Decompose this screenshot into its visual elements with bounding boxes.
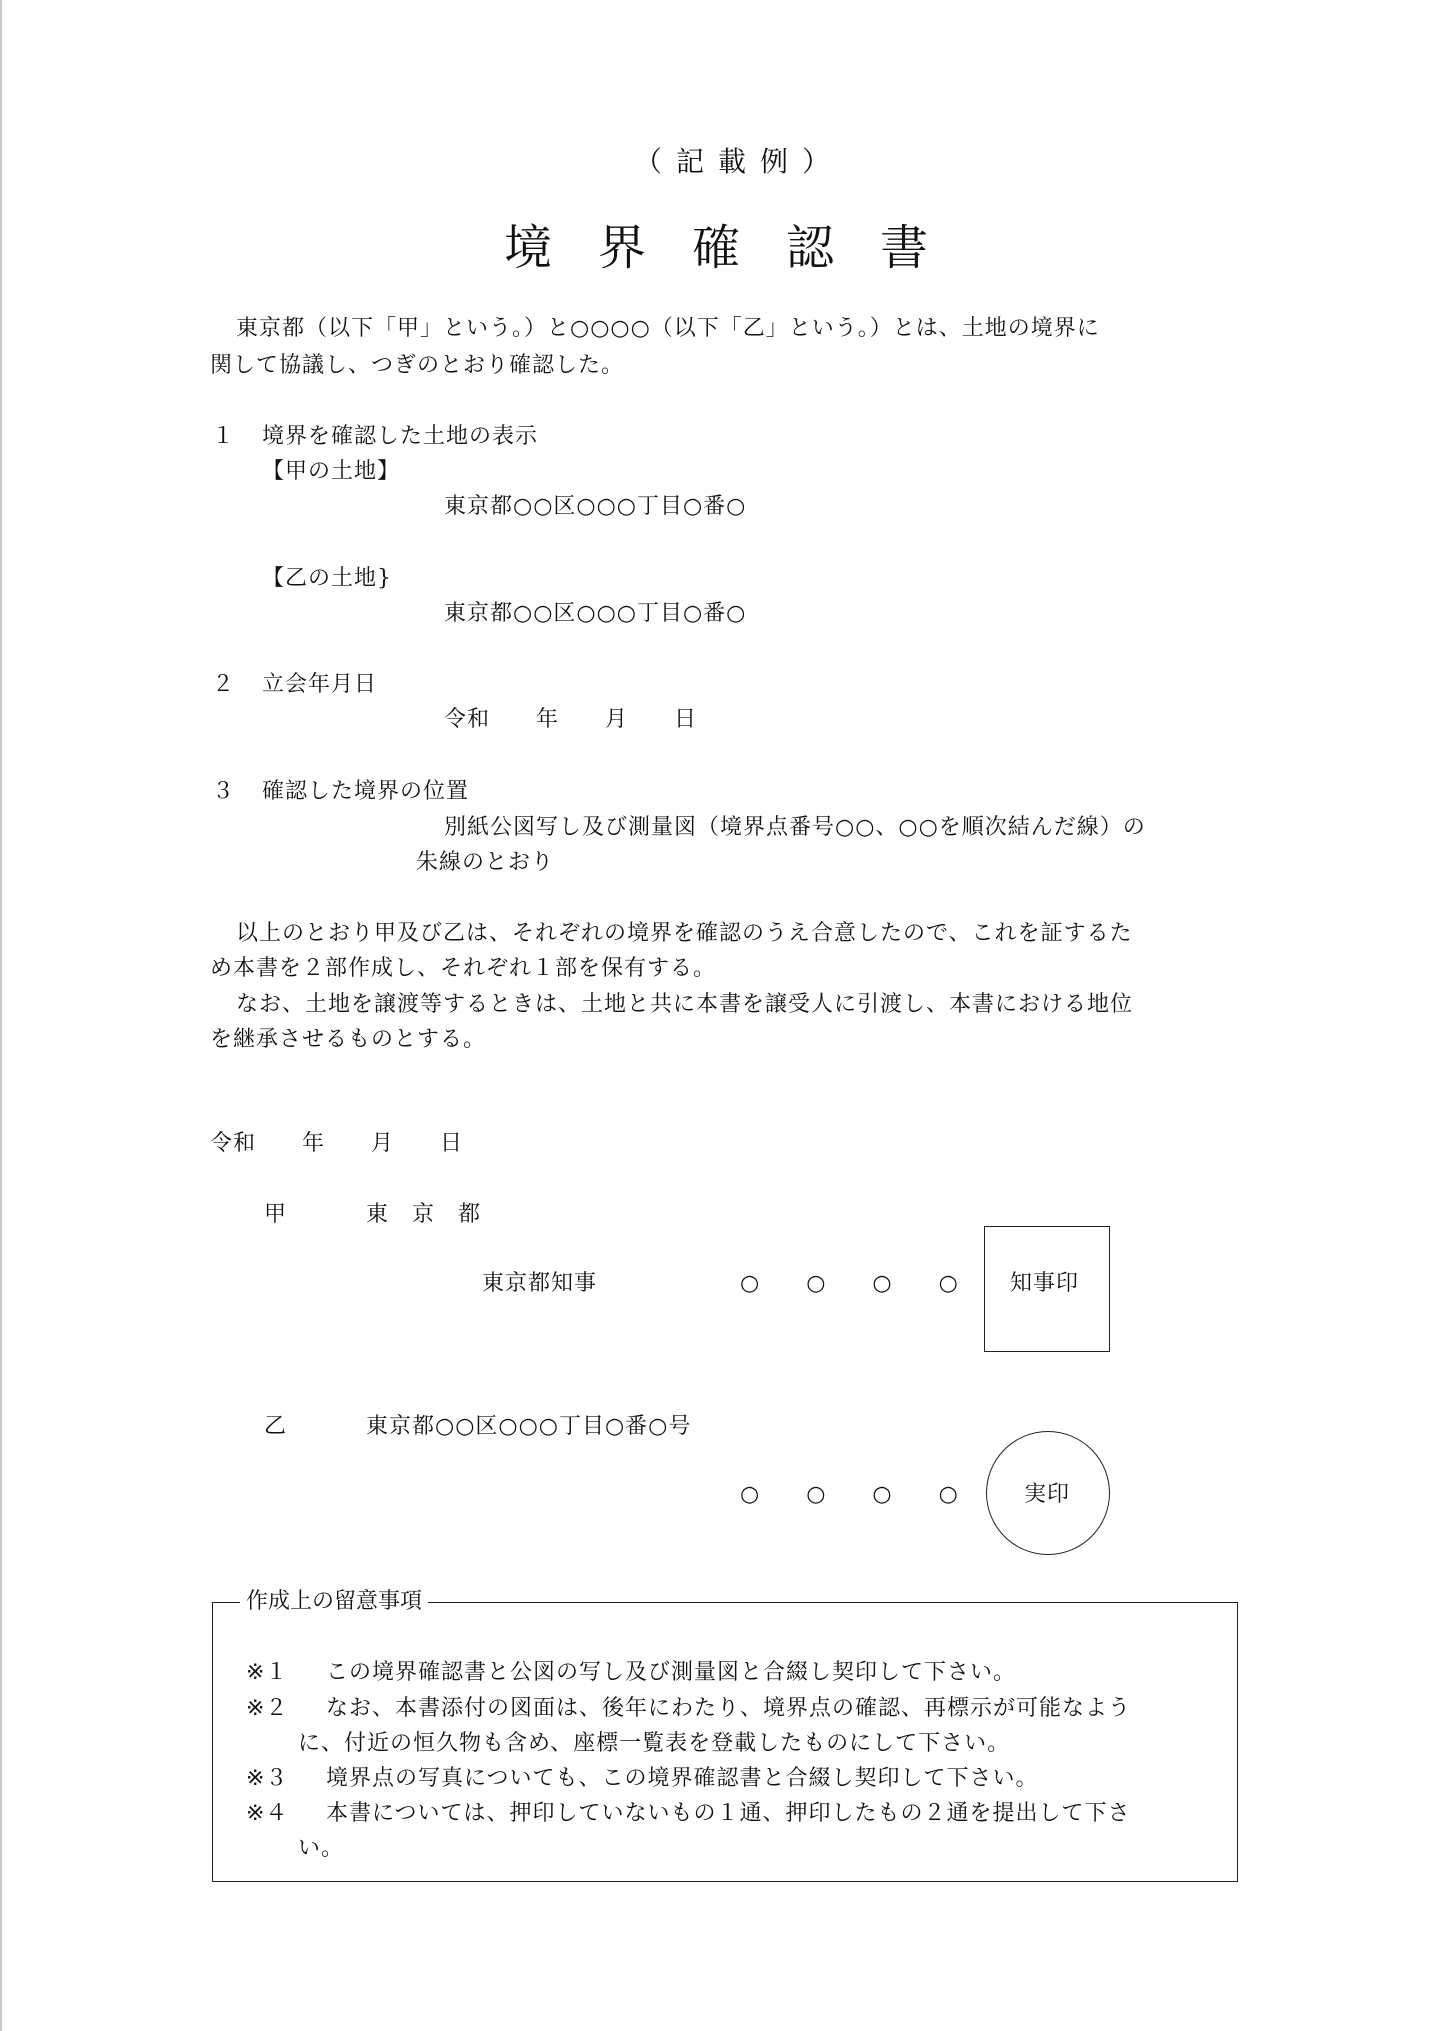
note-4-text-line-1: 本書については、押印していないもの１通、押印したもの２通を提出して下さ: [326, 1801, 1131, 1826]
note-4-text-line-2: い。: [298, 1836, 345, 1861]
boundary-position-line-1: 別紙公図写し及び測量図（境界点番号○○、○○を順次結んだ線）の: [444, 815, 1146, 840]
closing-line-4: を継承させるものとする。: [210, 1027, 487, 1052]
closing-line-3: なお、土地を譲渡等するときは、土地と共に本書を譲受人に引渡し、本書における地位: [236, 992, 1134, 1017]
party-b-mark: 乙: [264, 1414, 288, 1439]
note-2-text-line-1: なお、本書添付の図面は、後年にわたり、境界点の確認、再標示が可能なよう: [326, 1696, 1132, 1721]
note-2-mark: ※２: [246, 1696, 289, 1721]
section-1-heading: 境界を確認した土地の表示: [262, 424, 539, 449]
land-a-label: 【甲の土地】: [262, 459, 401, 484]
intro-line-1: 東京都（以下「甲」という。）と○○○○（以下「乙」という。）とは、土地の境界に: [236, 316, 1100, 341]
note-1-text: この境界確認書と公図の写し及び測量図と合綴し契印して下さい。: [326, 1660, 1017, 1685]
closing-line-2: め本書を２部作成し、それぞれ１部を保有する。: [210, 956, 717, 981]
land-b-label: 【乙の土地}: [262, 566, 392, 591]
attendance-date: 令和 年 月 日: [444, 707, 698, 732]
section-1-number: １: [212, 424, 236, 449]
section-3-heading: 確認した境界の位置: [262, 779, 470, 804]
party-a-person-name: ○ ○ ○ ○: [740, 1271, 959, 1296]
governor-seal-label: 知事印: [1010, 1271, 1080, 1296]
closing-line-1: 以上のとおり甲及び乙は、それぞれの境界を確認のうえ合意したので、これを証するた: [236, 921, 1133, 946]
section-3-number: ３: [212, 779, 236, 804]
land-b-address: 東京都○○区○○○丁目○番○: [444, 601, 747, 626]
signature-date: 令和 年 月 日: [210, 1131, 464, 1156]
document-label: （記載例）: [634, 145, 845, 178]
boundary-position-line-2: 朱線のとおり: [416, 850, 555, 875]
party-b-address: 東京都○○区○○○丁目○番○号: [366, 1414, 692, 1439]
section-2-heading: 立会年月日: [262, 672, 378, 697]
land-a-address: 東京都○○区○○○丁目○番○: [444, 494, 747, 519]
document-title: 境界確認書: [504, 220, 975, 276]
party-a-name: 東 京 都: [366, 1202, 482, 1227]
party-b-person-name: ○ ○ ○ ○: [740, 1482, 959, 1507]
notes-title: 作成上の留意事項: [240, 1591, 428, 1613]
intro-line-2: 関して協議し、つぎのとおり確認した。: [210, 353, 625, 378]
note-3-text: 境界点の写真についても、この境界確認書と合綴し契印して下さい。: [326, 1766, 1039, 1791]
note-1-mark: ※１: [246, 1660, 289, 1685]
section-2-number: ２: [212, 672, 236, 697]
page-edge-line: [0, 0, 2, 2031]
note-2-text-line-2: に、付近の恒久物も含め、座標一覧表を登載したものにして下さい。: [298, 1731, 1011, 1756]
party-a-mark: 甲: [264, 1202, 288, 1227]
registered-seal-label: 実印: [1024, 1482, 1071, 1507]
party-a-signer: 東京都知事: [482, 1271, 598, 1296]
note-3-mark: ※３: [246, 1766, 289, 1791]
note-4-mark: ※４: [246, 1801, 289, 1826]
